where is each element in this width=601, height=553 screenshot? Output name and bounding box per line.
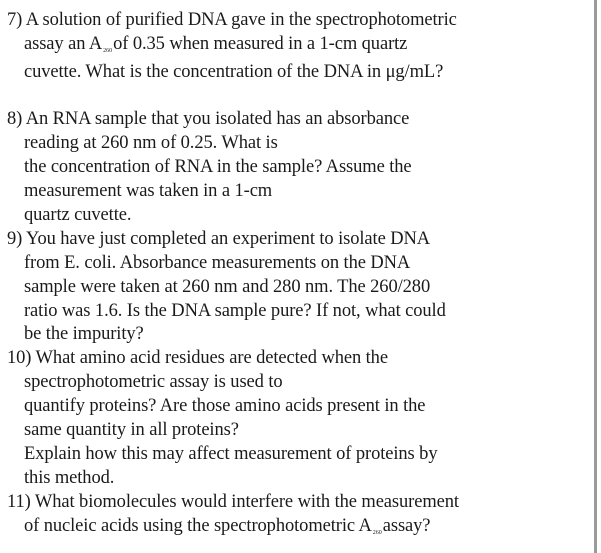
question-8-line-5: quartz cuvette.	[24, 205, 132, 225]
question-10-line-1: 10) What amino acid residues are detected when the	[7, 348, 388, 368]
question-9-line-2: from E. coli. Absorbance measurements on the DNA	[24, 253, 411, 273]
question-8-line-2: reading at 260 nm of 0.25. What is	[24, 133, 278, 153]
question-10-line-5: Explain how this may affect measurement of proteins by	[24, 444, 438, 464]
question-10-line-2: spectrophotometric assay is used to	[24, 372, 283, 392]
question-7-line-2	[24, 32, 407, 63]
absorbance-subscript: 260	[103, 48, 113, 54]
absorbance-subscript: 260	[372, 530, 382, 536]
question-11-line-2-end: assay?	[382, 516, 431, 536]
question-9-line-1: 9) You have just completed an experiment to isolate DNA	[7, 229, 430, 249]
question-8-line-3: the concentration of RNA in the sample? Assume the	[24, 157, 412, 177]
page-edge-divider	[594, 0, 597, 553]
question-9-line-5: be the impurity?	[24, 324, 144, 344]
question-7-line-2-start: assay an A	[24, 34, 103, 54]
question-7-line-2-end: of 0.35 when measured in a 1-cm quartz	[113, 34, 408, 54]
question-9-line-4: ratio was 1.6. Is the DNA sample pure? If not, what could	[24, 301, 446, 321]
question-10-line-4: same quantity in all proteins?	[24, 420, 239, 440]
question-8-line-4: measurement was taken in a 1-cm	[24, 181, 273, 201]
question-10-line-3: quantify proteins? Are those amino acids present in the	[24, 396, 426, 416]
question-7-line-3: cuvette. What is the concentration of the DNA in μg/mL?	[24, 62, 444, 82]
question-8-line-1: 8) An RNA sample that you isolated has an absorbance	[7, 109, 410, 129]
question-11-line-2	[24, 514, 430, 545]
question-7-line-1: 7) A solution of purified DNA gave in the spectrophotometric	[7, 10, 457, 30]
question-11-line-1: 11) What biomolecules would interfere with the measurement	[7, 492, 459, 512]
question-10-line-6: this method.	[24, 468, 115, 488]
question-11-line-2-start: of nucleic acids using the spectrophotometric A	[24, 516, 372, 536]
question-9-line-3: sample were taken at 260 nm and 280 nm. The 260/280	[24, 277, 431, 297]
